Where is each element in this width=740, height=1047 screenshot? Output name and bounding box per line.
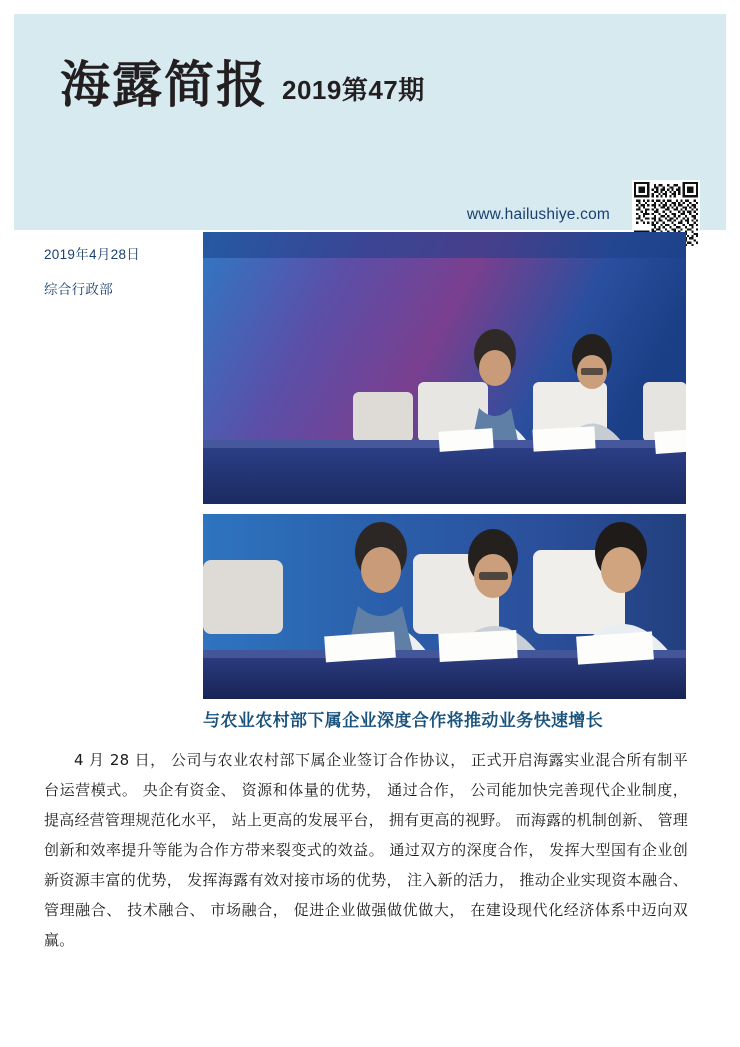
issue-number: 2019第47期: [282, 75, 425, 105]
issuing-department: 综合行政部: [44, 281, 113, 297]
masthead: [60, 56, 425, 114]
page-title: 海露简报: [60, 56, 268, 114]
signing-ceremony-photo-bottom: [203, 514, 686, 699]
signing-ceremony-photo-top: [203, 232, 686, 504]
article-body: 4 月 28 日， 公司与农业农村部下属企业签订合作协议， 正式开启海露实业混合所有制平台运营模式。 央企有资金、 资源和体量的优势， 通过合作， 公司能加快完善现代企业制度， 提高经营管理规范化水平， 站上更高的发展平台， 拥有更高的视野。 而海露的机制创新、 管理创新和效率提升等能为合作方带来裂变式的效益。 通过双方的深度合作， 发挥大型国有企业创新资源丰富的优势， 发挥海露有效对接市场的优势， 注入新的活力， 推动企业实现资本融合、 管理融合、 技术融合、 市场融合， 促进企业做强做优做大， 在建设现代化经济体系中迈向双赢。: [44, 751, 688, 949]
issue-date: 2019年4月28日: [44, 247, 141, 262]
website-url[interactable]: www.hailushiye.com: [466, 206, 610, 223]
article-headline: 与农业农村部下属企业深度合作将推动业务快速增长: [203, 711, 604, 731]
issue-meta: [44, 244, 194, 298]
header-band: [14, 14, 726, 230]
